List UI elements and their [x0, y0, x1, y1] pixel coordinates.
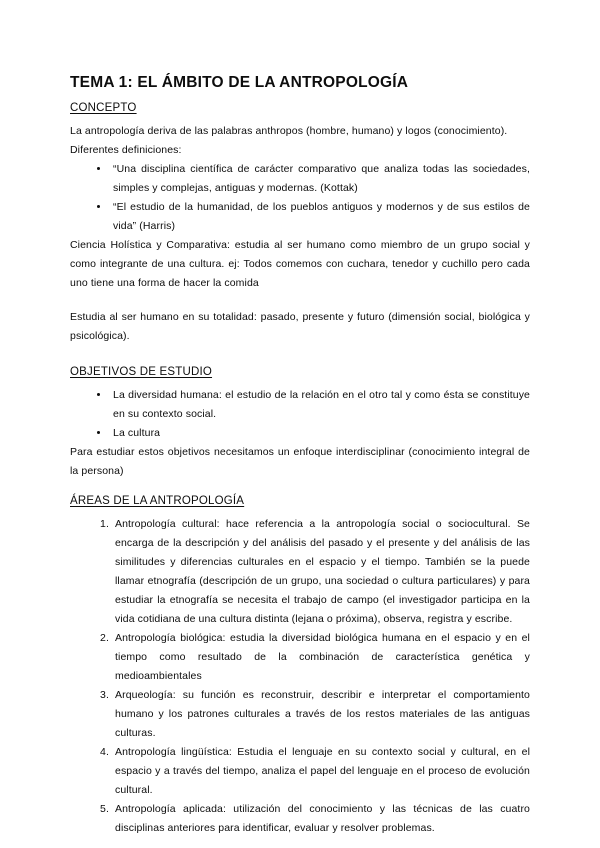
spacer	[70, 346, 530, 365]
paragraph-enfoque: Para estudiar estos objetivos necesitamos un enfoque interdisciplinar (conocimiento integral de la persona)	[70, 446, 530, 477]
section-heading-objetivos: OBJETIVOS DE ESTUDIO	[70, 366, 213, 378]
page-title: TEMA 1: EL ÁMBITO DE LA ANTROPOLOGÍA	[70, 74, 409, 91]
section-heading-areas: ÁREAS DE LA ANTROPOLOGÍA	[70, 495, 245, 507]
spacer	[70, 293, 530, 308]
list-item-antropologia-linguistica: 4. Antropología lingüística: Estudia el lenguaje en su contexto social y cultural, en el espacio y a través del tiempo, analiza el papel del lenguaje en el proceso de evolución cultural.	[112, 743, 530, 800]
list-item-antropologia-cultural: 1. Antropología cultural: hace referencia a la antropología social o sociocultural. Se encarga de la descripción y del análisis del pasado y el presente y del análisis de las similitudes y diferencias culturales en el espacio y el tiempo. También se la puede llamar etnografía (descripción de un grupo, una sociedad o cultura particulares) y para estudiar la etnografía se necesita el trabajo de campo (el investigador participa en la vida cotidiana de una cultura distinta (lejana o próxima), observa, registra y escribe.	[112, 515, 530, 629]
list-item-antropologia-biologica: 2. Antropología biológica: estudia la diversidad biológica humana en el espacio y en el tiempo como resultado de la combinación de característica genética y medioambientales	[112, 629, 530, 686]
paragraph-derivation: La antropología deriva de las palabras anthropos (hombre, humano) y logos (conocimiento).	[70, 125, 508, 137]
spacer	[70, 481, 530, 494]
list-item-antropologia-aplicada: 5. Antropología aplicada: utilización del conocimiento y las técnicas de las cuatro disciplinas anteriores para identificar, evaluar y resolver problemas.	[112, 800, 530, 838]
list-item-arqueologia: 3. Arqueología: su función es reconstruir, describir e interpretar el comportamiento humano y los patrones culturales a través de los restos materiales de las antiguas culturas.	[112, 686, 530, 743]
paragraph-definitions-intro: Diferentes definiciones:	[70, 144, 182, 156]
definitions-list	[70, 160, 530, 236]
section-heading-concepto: CONCEPTO	[70, 102, 137, 114]
list-item-definition-kottak: • “Una disciplina científica de carácter comparativo que analiza todas las sociedades, simples y complejas, antiguas y modernas. (Kottak)	[110, 160, 530, 198]
list-item-cultura: • La cultura	[110, 424, 530, 443]
areas-list	[70, 515, 530, 838]
list-item-definition-harris: • “El estudio de la humanidad, de los pueblos antiguos y modernos y de sus estilos de vida” (Harris)	[110, 198, 530, 236]
objetivos-list	[70, 386, 530, 443]
paragraph-holistic: Ciencia Holística y Comparativa: estudia al ser humano como miembro de un grupo social y como integrante de una cultura. ej: Todos comemos con cuchara, tenedor y cuchillo pero cada uno tiene una forma de hacer la comida	[70, 239, 530, 289]
paragraph-totality: Estudia al ser humano en su totalidad: pasado, presente y futuro (dimensión social, biológica y psicológica).	[70, 311, 530, 342]
list-item-diversidad: • La diversidad humana: el estudio de la relación en el otro tal y como ésta se constituye en su contexto social.	[110, 386, 530, 424]
